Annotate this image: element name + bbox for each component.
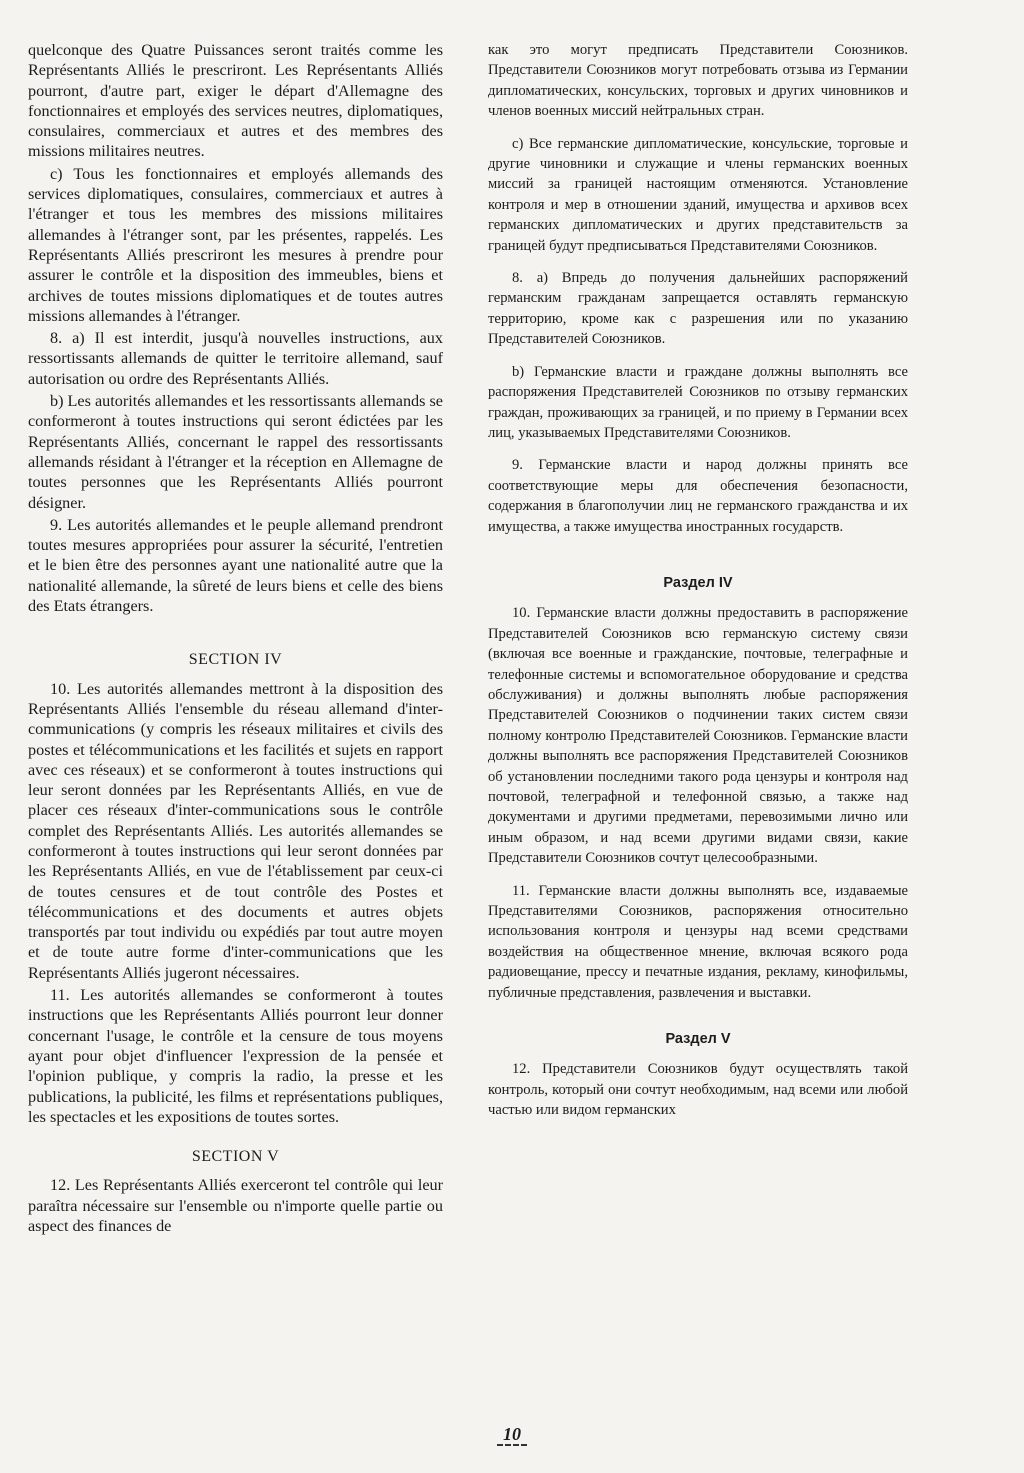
fr-section-v-heading: SECTION V: [191, 1148, 280, 1166]
ru-paragraph-10: 10. Германские власти должны предоставить в распоряжение Представителей Союзников всю германскую систему связи (включая все военные и гражданские, почтовые, телеграфные и телефонные системы и вспомогательное оборудование и средства обслуживания) и должны выполнять любые распоряжения Представителей Союзников о подчинении таких систем связи полному контролю Представителей Союзников. Германские власти должны выполнять все распоряжения Представителей Союзников об установлении последними такого рода цензуры и контроля над почтовой, телеграфной и телефонной связью, а также над документами и другими предметами, перевозимыми лично или иным образом, и над всеми другими видами связи, какие Представители Союзников сочтут целесообразными.: [488, 605, 908, 867]
ru-paragraph-8b: b) Германские власти и граждане должны выполнять все распоряжения Представителей Союзников по отзыву германских граждан, проживающих за границей, и по приему в Германии всех лиц, указываемых Представителями Союзников.: [488, 363, 908, 441]
fr-paragraph-7c: c) Tous les fonctionnaires et employés allemands des services diplomatiques, consulaires, commerciaux et autres à l'étranger et tous les membres des missions militaires allemandes à l'étranger sont, par les présentes, rappelés. Les Représentants Alliés prescriront les mesures à prendre pour assurer le contrôle et la disposition des immeubles, biens et archives de toutes missions diplomatiques et de toutes autres missions allemandes à l'étranger.: [28, 164, 443, 325]
page-number: [0, 1424, 1024, 1445]
fr-paragraph-10: 10. Les autorités allemandes mettront à la disposition des Représentants Alliés l'ensemble du réseau allemand d'inter-communications (y compris les réseaux militaires et civils des postes et télécommunications et les facilités et sujets en rapport avec ces réseaux) et se conformeront à toutes instructions qui leur seront données par les Représentants Alliés, en vue de placer ces réseaux d'inter-communications sous le contrôle complet des Représentants Alliés. Les autorités allemandes se conformeront à toutes instructions qui leur seront données par les Représentants Alliés, en vue de l'établissement par ceux-ci de toutes censures et de tout contrôle des Postes et télécommunications et des documents et autres objets transportés par tout individu ou expédiés par tout autre moyen et de toute autre forme d'inter-communications que les Représentants Alliés jugeront nécessaires.: [28, 679, 443, 982]
ru-paragraph-7c: c) Все германские дипломатические, консульские, торговые и другие чиновники и служащие и члены германских военных миссий за границей настоящим отменяются. Установление контроля и мер в отношении зданий, имущества и архивов всех германских дипломатических и других представительств за границей будут предписываться Представителями Союзников.: [488, 135, 908, 254]
ru-section-iv-heading: Раздел IV: [663, 574, 733, 591]
fr-paragraph-8a: 8. a) Il est interdit, jusqu'à nouvelles instructions, aux ressortissants allemands de quitter le territoire allemand, sauf autorisation ou ordre des Représentants Alliés.: [28, 329, 443, 388]
ru-paragraph-continued: как это могут предписать Представители Союзников. Представители Союзников могут потребовать отзыва из Германии дипломатических, консульских, торговых и других чиновников и членов военных миссий нейтральных стран.: [488, 42, 908, 120]
ru-paragraph-8a: 8. a) Впредь до получения дальнейших распоряжений германским гражданам запрещается оставлять германскую территорию, кроме как с разрешения или по указанию Представителей Союзников.: [488, 270, 908, 348]
french-column: [28, 40, 443, 1238]
fr-section-iv-heading: SECTION IV: [188, 651, 283, 669]
fr-paragraph-9: 9. Les autorités allemandes et le peuple allemand prendront toutes mesures appropriées pour assurer la sécurité, l'entretien et le bien être des personnes ayant une nationalité autre que la nationalité allemande, la sûreté de leurs biens et celle des biens des Etats étrangers.: [28, 515, 443, 616]
fr-paragraph-11: 11. Les autorités allemandes se conformeront à toutes instructions que les Représentants Alliés pourront leur donner concernant l'usage, le contrôle et la censure de tous moyens ayant pour objet d'influencer l'expression de la pensée et l'opinion publique, y compris la radio, la presse et les publications, la publicité, les films et représentations publiques, les spectacles et les expositions de toutes sortes.: [28, 986, 443, 1126]
ru-paragraph-11: 11. Германские власти должны выполнять все, издаваемые Представителями Союзников, распоряжения относительно использования контроля и цензуры над всеми средствами воздействия на общественное мнение, включая всякого рода радиовещание, прессу и печатные издания, рекламу, кинофильмы, публичные представления, развлечения и выставки.: [488, 882, 908, 1001]
fr-paragraph-12: 12. Les Représentants Alliés exerceront tel contrôle qui leur paraîtra nécessaire sur l'ensemble ou n'importe quelle partie ou aspect des finances de: [28, 1176, 443, 1236]
fr-paragraph-continued: quelconque des Quatre Puissances seront traités comme les Représentants Alliés le prescriront. Les Représentants Alliés pourront, d'autre part, exiger le départ d'Allemagne des fonctionnaires et employés des services neutres, diplomatiques, consulaires, commerciaux et autres et des membres des missions militaires neutres.: [28, 41, 443, 161]
russian-column: [488, 40, 908, 1133]
ru-section-v-heading: Раздел V: [665, 1031, 731, 1048]
ru-paragraph-12: 12. Представители Союзников будут осуществлять такой контроль, который они сочтут необходимым, над всеми или любой частью или видом германских: [488, 1061, 908, 1119]
ru-paragraph-9: 9. Германские власти и народ должны принять все соответствующие меры для обеспечения безопасности, содержания в благополучии лиц не германского гражданства и их имущества, а также имущества иностранных государств.: [488, 457, 908, 535]
page-number-text: 10: [497, 1424, 527, 1446]
fr-paragraph-8b: b) Les autorités allemandes et les ressortissants allemands se conformeront à toutes instructions qui seront édictées par les Représentants Alliés, concernant le rappel des ressortissants allemands résidant à l'étranger et la réception en Allemagne de toutes personnes que les Représentants Alliés pourront désigner.: [28, 392, 443, 512]
